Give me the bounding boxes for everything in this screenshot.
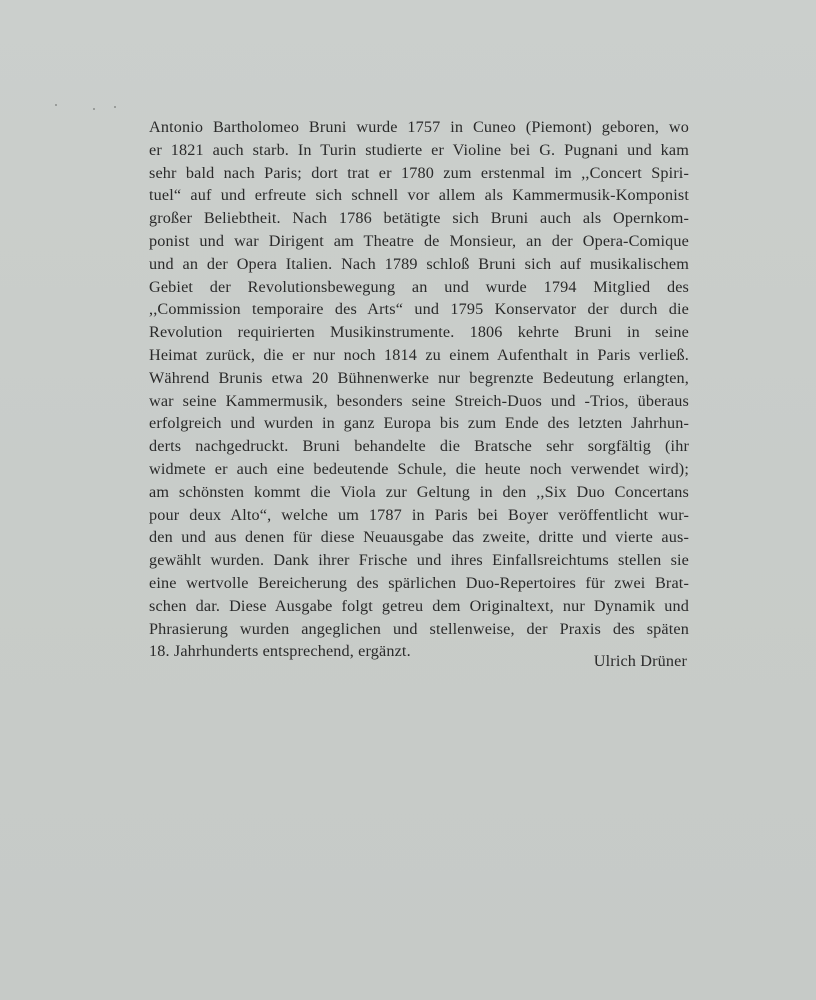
text-line: Revolution requirierten Musikinstrumente. 1806 kehrte Bruni in seine	[149, 323, 689, 342]
text-line: pour deux Alto“, welche um 1787 in Paris bei Boyer veröffentlicht wur-	[149, 505, 689, 524]
author-signature: Ulrich Drüner	[593, 652, 687, 670]
text-line: am schönsten kommt die Viola zur Geltung in den ,,Six Duo Concertans	[149, 482, 689, 501]
text-line: Während Brunis etwa 20 Bühnenwerke nur begrenzte Bedeutung erlangten,	[149, 368, 689, 387]
text-line: Antonio Bartholomeo Bruni wurde 1757 in Cuneo (Piemont) geboren, wo	[149, 118, 689, 136]
text-line: sehr bald nach Paris; dort trat er 1780 zum erstenmal im ,,Concert Spiri-	[149, 163, 689, 182]
text-line: eine wertvolle Bereicherung des spärlichen Duo-Repertoires für zwei Brat-	[149, 573, 689, 592]
text-line: gewählt wurden. Dank ihrer Frische und ihres Einfallsreichtums stellen sie	[149, 551, 689, 570]
text-line: widmete er auch eine bedeutende Schule, die heute noch verwendet wird);	[149, 459, 689, 478]
text-line: derts nachgedruckt. Bruni behandelte die Bratsche sehr sorgfältig (ihr	[149, 437, 689, 456]
text-line: großer Beliebtheit. Nach 1786 betätigte sich Bruni auch als Opernkom-	[149, 209, 689, 228]
paper-speck	[114, 106, 116, 108]
text-line: ponist und war Dirigent am Theatre de Monsieur, an der Opera-Comique	[149, 231, 689, 250]
text-line: Phrasierung wurden angeglichen und stellenweise, der Praxis des späten	[149, 619, 689, 638]
text-line: war seine Kammermusik, besonders seine Streich-Duos und -Trios, überaus	[149, 391, 689, 410]
paper-speck	[55, 104, 57, 106]
text-line: erfolgreich und wurden in ganz Europa bis zum Ende des letzten Jahrhun-	[149, 414, 689, 433]
paper-speck	[93, 108, 95, 110]
text-line: ,,Commission temporaire des Arts“ und 1795 Konservator der durch die	[149, 300, 689, 319]
text-line: 18. Jahrhunderts entsprechend, ergänzt.	[149, 642, 411, 661]
text-line: den und aus denen für diese Neuausgabe das zweite, dritte und vierte aus-	[149, 528, 689, 547]
text-line: Gebiet der Revolutionsbewegung an und wurde 1794 Mitglied des	[149, 277, 689, 296]
text-line: und an der Opera Italien. Nach 1789 schloß Bruni sich auf musikalischem	[149, 254, 689, 273]
text-line: tuel“ auf und erfreute sich schnell vor allem als Kammermusik-Komponist	[149, 186, 689, 205]
text-line: er 1821 auch starb. In Turin studierte er Violine bei G. Pugnani und kam	[149, 140, 689, 159]
text-line: schen dar. Diese Ausgabe folgt getreu dem Originaltext, nur Dynamik und	[149, 596, 689, 615]
text-line: Heimat zurück, die er nur noch 1814 zu einem Aufenthalt in Paris verließ.	[149, 345, 689, 364]
body-paragraph	[149, 116, 689, 663]
